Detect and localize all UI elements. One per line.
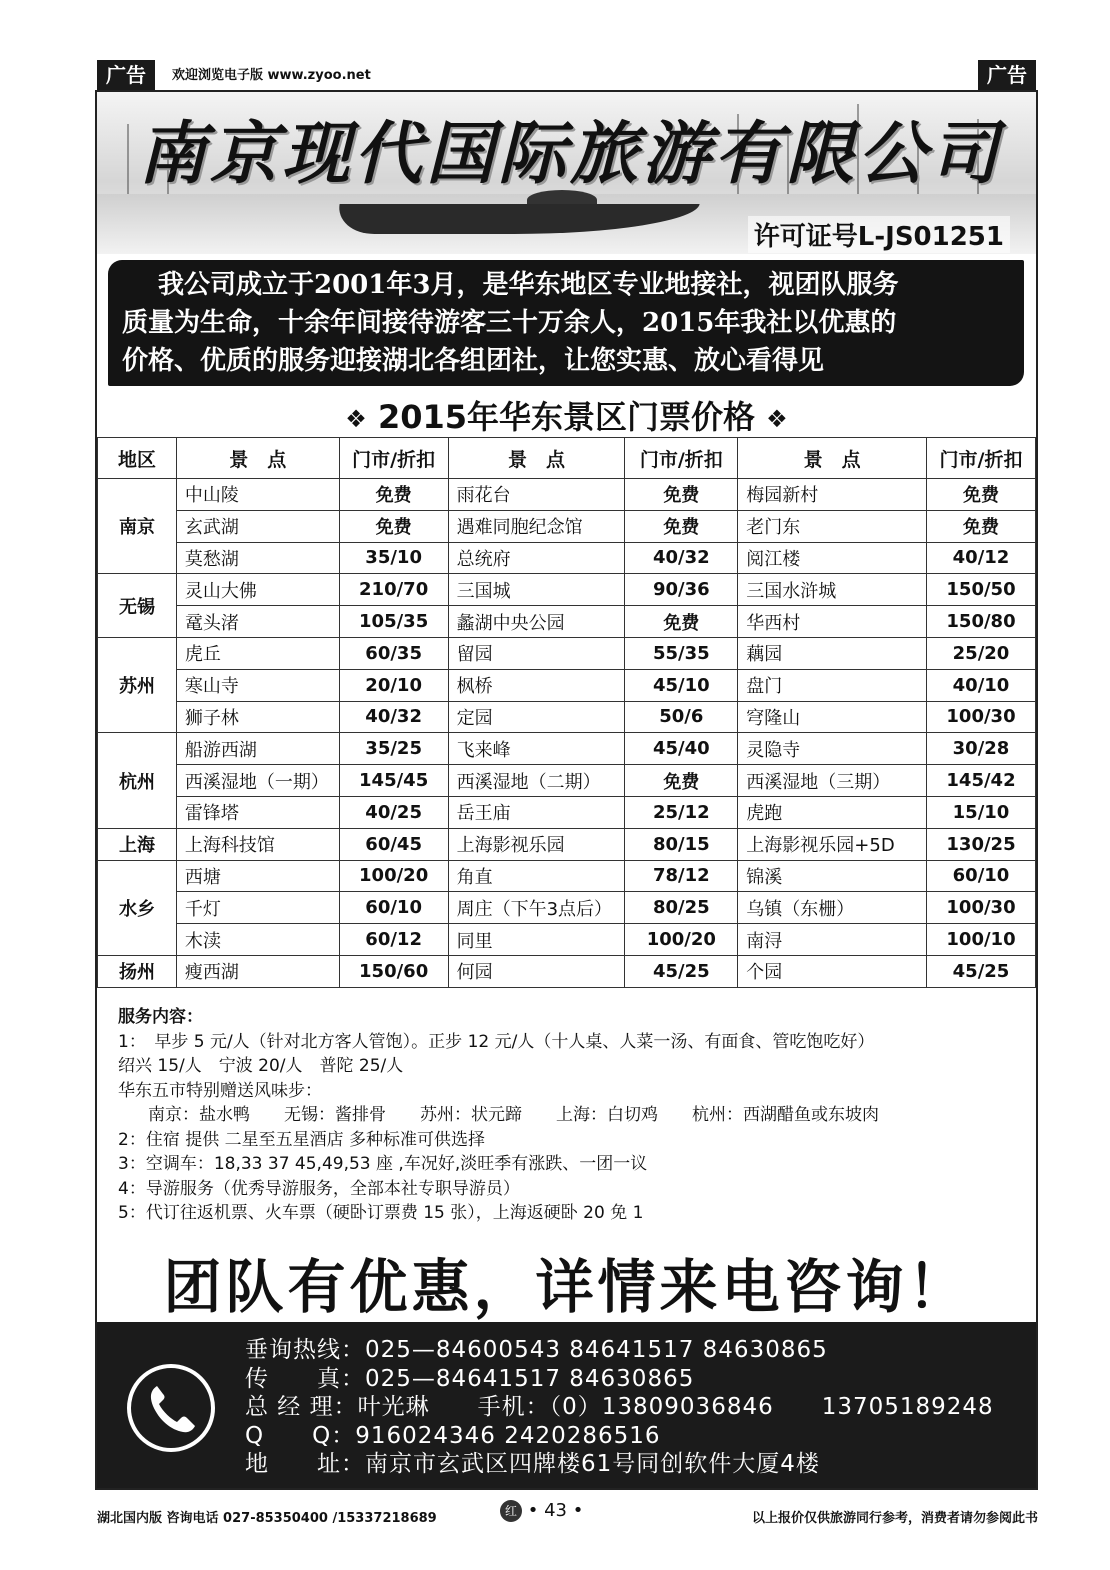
spot-cell: 虎丘 xyxy=(176,637,339,669)
price-cell: 45/40 xyxy=(625,733,738,765)
diamond-icon: ❖ xyxy=(766,405,788,433)
spot-cell: 南浔 xyxy=(738,924,927,956)
spot-cell: 老门东 xyxy=(738,510,927,542)
price-cell: 150/60 xyxy=(339,955,448,987)
manager-row xyxy=(245,1393,994,1422)
phone-icon xyxy=(127,1364,215,1452)
region-cell: 水乡 xyxy=(98,860,177,955)
intro-line-2: 质量为生命，十余年间接待游客三十万余人，2015年我社以优惠的 xyxy=(122,308,897,338)
price-cell: 60/35 xyxy=(339,637,448,669)
price-cell: 60/10 xyxy=(339,892,448,924)
footer-page xyxy=(500,1500,583,1522)
spot-cell: 船游西湖 xyxy=(176,733,339,765)
spot-cell: 狮子林 xyxy=(176,701,339,733)
table-row xyxy=(98,701,1036,733)
price-table-title-text: 2015年华东景区门票价格 xyxy=(377,398,756,436)
fax-row xyxy=(245,1365,994,1394)
address-label: 地 址： xyxy=(245,1451,365,1477)
footer-left: 湖北国内版 咨询电话 027-85350400 /15337218689 xyxy=(97,1511,437,1526)
fax-number: 025—84641517 84630865 xyxy=(365,1365,695,1392)
price-cell: 45/25 xyxy=(625,955,738,987)
table-row xyxy=(98,479,1036,511)
price-cell: 免费 xyxy=(339,479,448,511)
table-row xyxy=(98,765,1036,797)
price-cell: 105/35 xyxy=(339,606,448,638)
address-text: 南京市玄武区四牌楼61号同创软件大厦4楼 xyxy=(365,1451,820,1477)
spot-cell: 鼋头渚 xyxy=(176,606,339,638)
intro-line-1: 我公司成立于2001年3月，是华东地区专业地接社，视团队服务 xyxy=(158,270,899,300)
header-price-2: 门市/折扣 xyxy=(625,438,738,479)
spot-cell: 西溪湿地（一期） xyxy=(176,765,339,797)
header-price-1: 门市/折扣 xyxy=(339,438,448,479)
price-cell: 80/25 xyxy=(625,892,738,924)
spot-cell: 遇难同胞纪念馆 xyxy=(448,510,625,542)
price-cell: 130/25 xyxy=(927,828,1036,860)
spot-cell: 西溪湿地（三期） xyxy=(738,765,927,797)
spot-cell: 上海影视乐园 xyxy=(448,828,625,860)
table-row xyxy=(98,955,1036,987)
license-number: 许可证号L-JS01251 xyxy=(748,216,1010,253)
region-cell: 苏州 xyxy=(98,637,177,732)
region-cell: 杭州 xyxy=(98,733,177,828)
service-line: 3：空调车：18,33 37 45,49,53 座 ,车况好,淡旺季有涨跌、一团一议 xyxy=(118,1154,648,1174)
site-banner: 欢迎浏览电子版 www.zyoo.net xyxy=(172,68,371,83)
intro-box xyxy=(108,260,1024,386)
service-line: 华东五市特别赠送风味步： xyxy=(118,1080,322,1101)
qq-row xyxy=(245,1422,994,1451)
header-region: 地区 xyxy=(98,438,177,479)
red-badge-icon: 红 xyxy=(500,1500,522,1522)
price-cell: 150/80 xyxy=(927,606,1036,638)
spot-cell: 总统府 xyxy=(448,542,625,574)
header-price-3: 门市/折扣 xyxy=(927,438,1036,479)
header-spot-1: 景 点 xyxy=(176,438,339,479)
spot-cell: 莫愁湖 xyxy=(176,542,339,574)
spot-cell: 虎跑 xyxy=(738,796,927,828)
price-cell: 50/6 xyxy=(625,701,738,733)
spot-cell: 千灯 xyxy=(176,892,339,924)
service-line: 1： 早步 5 元/人（针对北方客人管饱）。正步 12 元/人（十人桌、人菜一汤、有面食、管吃饱吃好） xyxy=(118,1031,875,1052)
price-cell: 100/20 xyxy=(339,860,448,892)
service-line: 绍兴 15/人 宁波 20/人 普陀 25/人 xyxy=(118,1056,404,1076)
spot-cell: 角直 xyxy=(448,860,625,892)
page-number: • 43 • xyxy=(527,1500,584,1521)
table-row xyxy=(98,574,1036,606)
price-cell: 免费 xyxy=(625,765,738,797)
price-cell: 45/25 xyxy=(927,955,1036,987)
spot-cell: 盘门 xyxy=(738,669,927,701)
hotline-number: 025—84600543 84641517 84630865 xyxy=(365,1337,828,1363)
intro-line-3: 价格、优质的服务迎接湖北各组团社，让您实惠、放心看得见 xyxy=(122,346,825,376)
spot-cell: 雨花台 xyxy=(448,479,625,511)
region-cell: 无锡 xyxy=(98,574,177,638)
price-cell: 60/45 xyxy=(339,828,448,860)
spot-cell: 灵山大佛 xyxy=(176,574,339,606)
manager-label: 总 经 理： xyxy=(245,1394,358,1420)
table-row xyxy=(98,828,1036,860)
qq-number: 916024346 2420286516 xyxy=(355,1422,661,1449)
price-cell: 40/25 xyxy=(339,796,448,828)
price-cell: 15/10 xyxy=(927,796,1036,828)
spot-cell: 个园 xyxy=(738,955,927,987)
spot-cell: 乌镇（东栅） xyxy=(738,892,927,924)
price-cell: 20/10 xyxy=(339,669,448,701)
table-header-row xyxy=(98,438,1036,479)
price-cell: 100/30 xyxy=(927,701,1036,733)
service-heading: 服务内容： xyxy=(118,1007,203,1027)
table-row xyxy=(98,669,1036,701)
price-cell: 40/32 xyxy=(625,542,738,574)
spot-cell: 何园 xyxy=(448,955,625,987)
spot-cell: 上海影视乐园+5D xyxy=(738,828,927,860)
company-name: 南京现代国际旅游有限公司 xyxy=(137,114,1002,194)
spot-cell: 枫桥 xyxy=(448,669,625,701)
spot-cell: 中山陵 xyxy=(176,479,339,511)
price-cell: 60/10 xyxy=(927,860,1036,892)
price-cell: 免费 xyxy=(625,606,738,638)
spot-cell: 三国水浒城 xyxy=(738,574,927,606)
region-cell: 扬州 xyxy=(98,955,177,987)
footer-right: 以上报价仅供旅游同行参考，消费者请勿参阅此书 xyxy=(751,1511,1038,1526)
price-cell: 45/10 xyxy=(625,669,738,701)
spot-cell: 西塘 xyxy=(176,860,339,892)
table-row xyxy=(98,510,1036,542)
price-cell: 25/12 xyxy=(625,796,738,828)
table-row xyxy=(98,892,1036,924)
price-cell: 60/12 xyxy=(339,924,448,956)
manager-info: 叶光琳 手机：（0）13809036846 13705189248 xyxy=(357,1394,994,1420)
table-row xyxy=(98,924,1036,956)
price-cell: 免费 xyxy=(927,479,1036,511)
region-cell: 南京 xyxy=(98,479,177,574)
spot-cell: 定园 xyxy=(448,701,625,733)
price-cell: 80/15 xyxy=(625,828,738,860)
price-cell: 免费 xyxy=(927,510,1036,542)
price-cell: 30/28 xyxy=(927,733,1036,765)
price-cell: 免费 xyxy=(625,510,738,542)
price-cell: 40/12 xyxy=(927,542,1036,574)
spot-cell: 留园 xyxy=(448,637,625,669)
price-cell: 55/35 xyxy=(625,637,738,669)
price-cell: 免费 xyxy=(625,479,738,511)
price-table-title xyxy=(97,392,1036,438)
header-spot-2: 景 点 xyxy=(448,438,625,479)
hotline-row xyxy=(245,1336,994,1365)
service-section xyxy=(118,1005,1023,1226)
price-cell: 40/10 xyxy=(927,669,1036,701)
price-cell: 35/10 xyxy=(339,542,448,574)
spot-cell: 灵隐寺 xyxy=(738,733,927,765)
price-cell: 145/45 xyxy=(339,765,448,797)
table-row xyxy=(98,733,1036,765)
price-cell: 90/36 xyxy=(625,574,738,606)
price-cell: 100/20 xyxy=(625,924,738,956)
price-cell: 25/20 xyxy=(927,637,1036,669)
fax-label: 传 真： xyxy=(245,1365,365,1392)
contact-panel xyxy=(97,1322,1036,1488)
header-spot-3: 景 点 xyxy=(738,438,927,479)
table-row xyxy=(98,606,1036,638)
spot-cell: 上海科技馆 xyxy=(176,828,339,860)
table-row xyxy=(98,542,1036,574)
service-line: 4：导游服务（优秀导游服务，全部本社专职导游员） xyxy=(118,1178,520,1199)
service-line: 2：住宿 提供 二星至五星酒店 多种标准可供选择 xyxy=(118,1129,486,1150)
spot-cell: 锦溪 xyxy=(738,860,927,892)
address-row xyxy=(245,1450,994,1479)
spot-cell: 梅园新村 xyxy=(738,479,927,511)
table-row xyxy=(98,796,1036,828)
qq-label: Q Q： xyxy=(245,1422,356,1449)
spot-cell: 雷锋塔 xyxy=(176,796,339,828)
price-cell: 145/42 xyxy=(927,765,1036,797)
price-cell: 100/30 xyxy=(927,892,1036,924)
spot-cell: 藕园 xyxy=(738,637,927,669)
spot-cell: 蠡湖中央公园 xyxy=(448,606,625,638)
slogan: 团队有优惠，详情来电咨询！ xyxy=(163,1253,970,1321)
spot-cell: 穹隆山 xyxy=(738,701,927,733)
spot-cell: 同里 xyxy=(448,924,625,956)
spot-cell: 飞来峰 xyxy=(448,733,625,765)
price-cell: 免费 xyxy=(339,510,448,542)
price-cell: 35/25 xyxy=(339,733,448,765)
hotline-label: 垂询热线： xyxy=(245,1337,365,1363)
spot-cell: 木渎 xyxy=(176,924,339,956)
price-cell: 78/12 xyxy=(625,860,738,892)
price-cell: 210/70 xyxy=(339,574,448,606)
region-cell: 上海 xyxy=(98,828,177,860)
price-cell: 40/32 xyxy=(339,701,448,733)
spot-cell: 岳王庙 xyxy=(448,796,625,828)
spot-cell: 三国城 xyxy=(448,574,625,606)
price-cell: 150/50 xyxy=(927,574,1036,606)
service-line: 5：代订往返机票、火车票（硬卧订票费 15 张），上海返硬卧 20 免 1 xyxy=(118,1203,644,1223)
diamond-icon: ❖ xyxy=(345,405,367,433)
ad-tag-left: 广告 xyxy=(97,60,155,90)
table-row xyxy=(98,860,1036,892)
spot-cell: 阅江楼 xyxy=(738,542,927,574)
spot-cell: 周庄（下午3点后） xyxy=(448,892,625,924)
spot-cell: 寒山寺 xyxy=(176,669,339,701)
spot-cell: 华西村 xyxy=(738,606,927,638)
contact-rows xyxy=(245,1336,994,1479)
service-line: 南京：盐水鸭 无锡：酱排骨 苏州：状元蹄 上海：白切鸡 杭州：西湖醋鱼或东坡肉 xyxy=(148,1105,879,1125)
price-table xyxy=(97,437,1036,988)
ad-tag-right: 广告 xyxy=(978,60,1036,90)
spot-cell: 玄武湖 xyxy=(176,510,339,542)
spot-cell: 瘦西湖 xyxy=(176,955,339,987)
table-row xyxy=(98,637,1036,669)
spot-cell: 西溪湿地（二期） xyxy=(448,765,625,797)
price-cell: 100/10 xyxy=(927,924,1036,956)
